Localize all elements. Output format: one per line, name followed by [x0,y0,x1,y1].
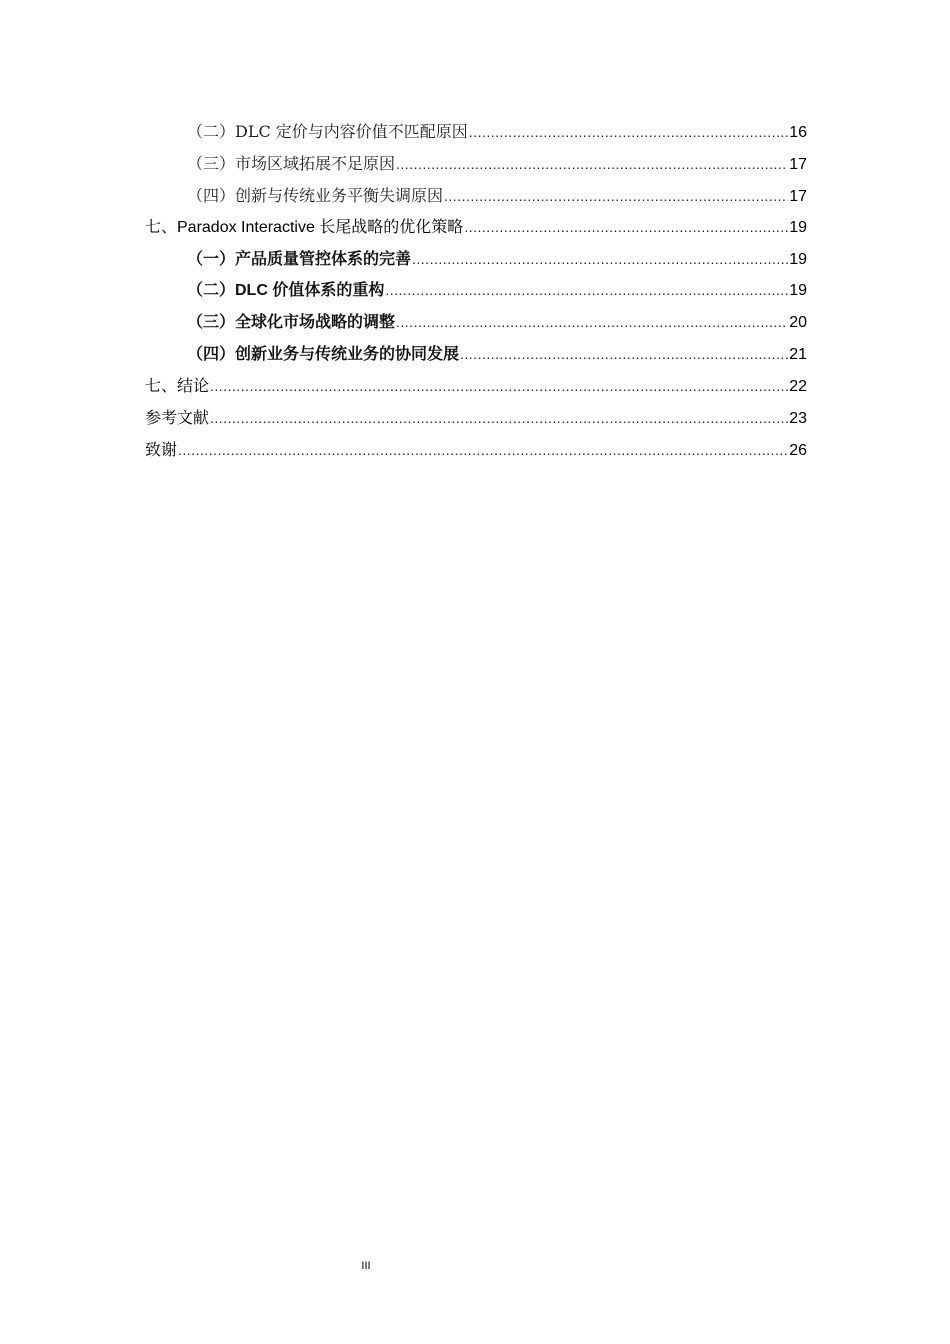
toc-dot-leader [396,307,788,339]
toc-entry-title: （一）产品质量管控体系的完善 [187,250,412,268]
toc-entry[interactable] [145,371,807,403]
toc-entry-page: 19 [789,250,807,268]
toc-entry[interactable] [145,212,807,244]
toc-entry[interactable] [145,307,807,339]
toc-entry-page: 22 [789,378,807,396]
toc-dot-leader [396,149,788,181]
table-of-contents [145,116,807,467]
toc-dot-leader [444,181,788,213]
toc-entry[interactable] [145,148,807,180]
toc-entry-title: （三）市场区域拓展不足原因 [187,153,396,173]
toc-entry[interactable] [145,435,807,467]
toc-dot-leader [178,435,788,467]
toc-dot-leader [464,212,788,244]
toc-entry-title: （三）全球化市场战略的调整 [187,314,396,332]
toc-entry-page: 17 [789,187,807,205]
page-number: III [361,1260,371,1272]
toc-entry-title: 致谢 [145,441,178,459]
toc-entry-page: 23 [789,410,807,428]
toc-entry-page: 16 [789,124,807,141]
toc-entry-title: 参考文献 [145,410,210,428]
toc-entry-page: 19 [789,282,807,300]
toc-dot-leader [469,117,788,149]
toc-dot-leader [412,244,788,276]
toc-entry[interactable] [145,403,807,435]
toc-entry-title: 七、Paradox Interactive 长尾战略的优化策略 [145,218,464,236]
toc-entry-page: 21 [789,346,807,364]
toc-dot-leader [210,371,788,403]
toc-entry[interactable] [145,244,807,276]
toc-entry-page: 17 [789,155,807,173]
toc-entry-title: （二）DLC 定价与内容价值不匹配原因 [187,122,468,141]
toc-entry[interactable] [145,339,807,371]
toc-entry-page: 19 [789,218,807,236]
toc-dot-leader [210,403,788,435]
toc-entry-title: （四）创新业务与传统业务的协同发展 [187,346,460,364]
toc-dot-leader [385,275,788,307]
toc-dot-leader [460,339,788,371]
toc-entry-page: 20 [789,314,807,332]
toc-entry[interactable] [145,275,807,307]
toc-entry[interactable] [145,116,807,148]
toc-entry-title: （四）创新与传统业务平衡失调原因 [187,185,444,205]
toc-entry[interactable] [145,180,807,212]
toc-entry-title: （二）DLC 价值体系的重构 [187,282,385,300]
toc-entry-title: 七、结论 [145,378,210,396]
toc-entry-page: 26 [789,441,807,459]
